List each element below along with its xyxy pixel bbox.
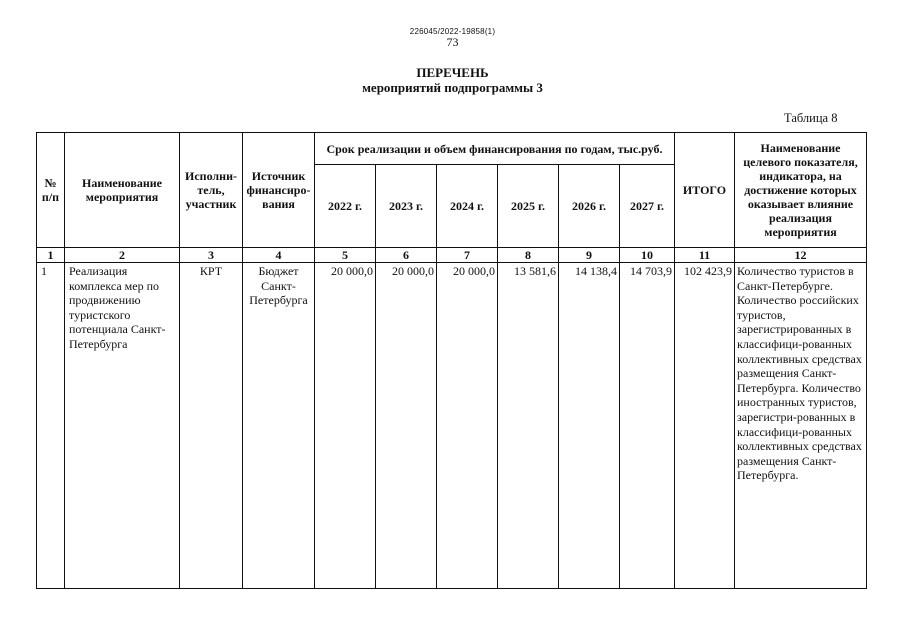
row-num: 1 xyxy=(37,263,65,589)
table-label: Таблица 8 xyxy=(784,111,838,125)
column-number-row xyxy=(37,248,867,263)
document-id: 226045/2022-19858(1) xyxy=(409,27,496,36)
column-number: 10 xyxy=(620,248,675,263)
column-number: 7 xyxy=(437,248,498,263)
header-total: ИТОГО xyxy=(675,133,735,248)
header-year: 2026 г. xyxy=(559,165,620,248)
column-number: 2 xyxy=(65,248,180,263)
page-number: 73 xyxy=(446,35,459,49)
activities-table xyxy=(36,132,867,589)
header-funding-group: Срок реализации и объем финансирования по годам, тыс.руб. xyxy=(315,133,675,165)
row-value-2023: 20 000,0 xyxy=(376,263,437,589)
header-executor: Исполни-тель, участник xyxy=(180,133,243,248)
header-source: Источник финансиро-вания xyxy=(243,133,315,248)
header-row xyxy=(37,133,867,165)
column-number: 8 xyxy=(498,248,559,263)
row-source: Бюджет Санкт-Петербурга xyxy=(243,263,315,589)
table-row xyxy=(37,263,867,589)
column-number: 4 xyxy=(243,248,315,263)
header-num: № п/п xyxy=(37,133,65,248)
row-indicator: Количество туристов в Санкт-Петербурге. Количество российских туристов, зарегистрированных в классифици-рованных коллективных средствах размещения Санкт-Петербурга. Количество иностранных туристов, зарегистри-рованных в классифици-рованных коллективных средствах размещения Санкт-Петербурга. xyxy=(735,263,867,589)
header-year: 2025 г. xyxy=(498,165,559,248)
document-subtitle: мероприятий подпрограммы 3 xyxy=(362,80,543,95)
row-name: Реализация комплекса мер по продвижению туристского потенциала Санкт-Петербурга xyxy=(65,263,180,589)
row-value-2024: 20 000,0 xyxy=(437,263,498,589)
column-number: 9 xyxy=(559,248,620,263)
row-value-2026: 14 138,4 xyxy=(559,263,620,589)
column-number: 3 xyxy=(180,248,243,263)
header-name: Наименование мероприятия xyxy=(65,133,180,248)
header-year: 2027 г. xyxy=(620,165,675,248)
header-year: 2023 г. xyxy=(376,165,437,248)
row-value-2022: 20 000,0 xyxy=(315,263,376,589)
row-value-2027: 14 703,9 xyxy=(620,263,675,589)
column-number: 5 xyxy=(315,248,376,263)
document-title: ПЕРЕЧЕНЬ xyxy=(416,65,489,80)
header-indicator: Наименование целевого показателя, индикатора, на достижение которых оказывает влияние реализация мероприятия xyxy=(735,133,867,248)
column-number: 1 xyxy=(37,248,65,263)
column-number: 12 xyxy=(735,248,867,263)
row-total: 102 423,9 xyxy=(675,263,735,589)
column-number: 6 xyxy=(376,248,437,263)
row-executor: КРТ xyxy=(180,263,243,589)
row-value-2025: 13 581,6 xyxy=(498,263,559,589)
column-number: 11 xyxy=(675,248,735,263)
header-year: 2024 г. xyxy=(437,165,498,248)
header-year: 2022 г. xyxy=(315,165,376,248)
